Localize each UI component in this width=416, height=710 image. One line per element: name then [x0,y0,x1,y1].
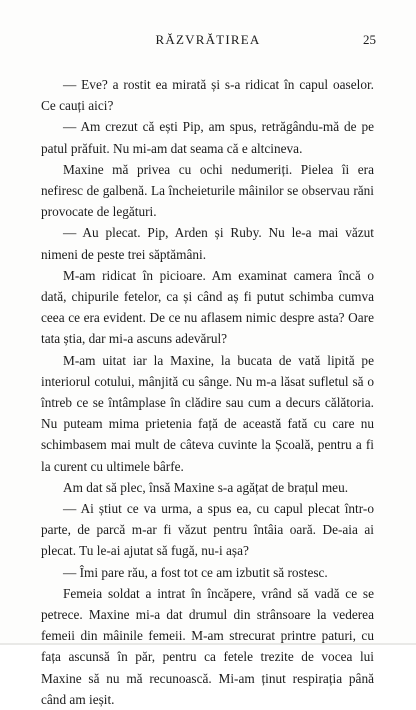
paragraph: — Ai știut ce va urma, a spus ea, cu capul plecat într-o parte, de parcă m-ar fi văzut pentru întâia oară. De-aia ai plecat. Tu le-ai ajutat să fugă, nu-i așa? [41,501,374,559]
paragraph: Femeia soldat a intrat în încăpere, vrând să vadă ce se petrece. Maxine mi-a dat drumul din strânsoare la vederea femeii din mâinile femeii. M-am strecurat printre paturi, cu fața ascunsă în păr, pentru ca fetele trezite de vocea lui Maxine să nu mă recunoască. Mi-am ținut respirația până când am ieșit. [41,585,374,707]
paragraph: — Eve? a rostit ea mirată și s-a ridicat în capul oaselor. Ce cauți aici? [41,77,374,114]
paragraph: — Îmi pare rău, a fost tot ce am izbutit să rostesc. [63,564,328,580]
page-number: 25 [363,32,376,47]
paragraph: Maxine mă privea cu ochi nedumeriți. Pielea îi era nefiresc de galbenă. La încheieturile mâinilor se observau răni provocate de legături. [41,161,374,220]
paragraph: — Am crezut că ești Pip, am spus, retrăgându-mă de pe patul prăfuit. Nu mi-am dat seama că e altcineva. [41,119,374,156]
body-text [41,74,374,710]
paragraph: — Au plecat. Pip, Arden și Ruby. Nu le-a mai văzut nimeni de peste trei săptămâni. [41,225,374,262]
paragraph: M-am ridicat în picioare. Am examinat camera încă o dată, chipurile fetelor, ca și când aș fi putut schimba cumva ceea ce era evident. De ce nu aflasem nimic despre asta? Oare tata știa, dar mi-a ascuns adevărul? [41,267,374,347]
running-head [40,32,376,52]
chapter-title: RĂZVRĂTIREA [155,32,261,47]
paragraph: Am dat să plec, însă Maxine s-a agățat de brațul meu. [63,479,349,495]
paragraph: M-am uitat iar la Maxine, la bucata de vată lipită pe interiorul cotului, mânjită cu sânge. Nu m-a lăsat sufletul să o întreb ce se întâmplase în clădire sau cum a decurs călătoria. Nu puteam mima prietenia față de această fată cu care nu schimbasem mai mult de câteva cuvinte la Școală, pentru a fi la curent cu ultimele bârfe. [41,352,374,474]
